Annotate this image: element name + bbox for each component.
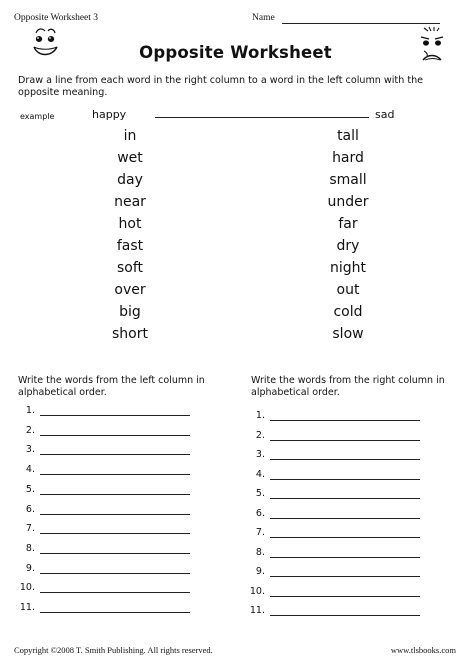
answer-line[interactable]	[40, 415, 190, 416]
page-title: Opposite Worksheet	[139, 43, 332, 62]
list-number: 8.	[255, 546, 265, 558]
answer-line[interactable]	[40, 514, 190, 515]
list-number: 11.	[249, 605, 265, 616]
list-number: 5.	[255, 488, 265, 499]
right-word[interactable]: cold	[333, 304, 363, 320]
right-word[interactable]: night	[329, 260, 366, 276]
answer-line[interactable]	[40, 494, 190, 495]
answer-line[interactable]	[40, 573, 190, 574]
example-label: example	[20, 112, 55, 121]
answer-line[interactable]	[40, 592, 190, 593]
list-number: 10.	[19, 582, 35, 594]
list-number: 2.	[25, 424, 35, 436]
name-line[interactable]	[282, 23, 440, 24]
right-word[interactable]: under	[327, 194, 369, 210]
list-number: 4.	[25, 464, 35, 476]
right-word[interactable]: dry	[336, 238, 360, 254]
answer-line[interactable]	[270, 420, 420, 421]
left-word[interactable]: big	[119, 304, 141, 320]
list-number: 1.	[255, 410, 265, 421]
list-number: 7.	[25, 523, 35, 535]
right-word[interactable]: out	[336, 282, 360, 298]
example-left-word: happy	[92, 108, 127, 121]
answer-line[interactable]	[40, 474, 190, 475]
list-number: 9.	[25, 562, 35, 574]
answer-line[interactable]	[40, 454, 190, 455]
list-number: 10.	[249, 585, 265, 597]
answer-line[interactable]	[270, 479, 420, 480]
left-word[interactable]: wet	[117, 150, 143, 166]
list-number: 2.	[255, 429, 265, 441]
left-word[interactable]: near	[114, 194, 146, 210]
left-word[interactable]: fast	[116, 238, 144, 254]
answer-line[interactable]	[40, 553, 190, 554]
answer-line[interactable]	[270, 537, 420, 538]
answer-line[interactable]	[270, 440, 420, 441]
copyright-notice: Copyright ©2008 T. Smith Publishing. All rights reserved.	[14, 645, 213, 655]
list-number: 1.	[25, 405, 35, 416]
right-word[interactable]: tall	[337, 128, 359, 144]
right-section-instruction: Write the words from the right column in alphabetical order.	[251, 375, 445, 398]
list-number: 7.	[255, 527, 265, 538]
answer-line[interactable]	[40, 533, 190, 534]
left-word[interactable]: over	[114, 282, 146, 298]
answer-line[interactable]	[270, 596, 420, 597]
list-number: 6.	[255, 507, 265, 519]
right-word[interactable]: far	[338, 216, 358, 232]
list-number: 3.	[255, 449, 265, 460]
right-word[interactable]: small	[329, 172, 367, 188]
answer-line[interactable]	[270, 557, 420, 558]
list-number: 4.	[255, 468, 265, 480]
left-word[interactable]: soft	[116, 260, 144, 276]
answer-line[interactable]	[270, 615, 420, 616]
answer-line[interactable]	[40, 612, 190, 613]
list-number: 3.	[25, 444, 35, 456]
left-word[interactable]: day	[117, 172, 143, 188]
list-number: 6.	[25, 503, 35, 515]
right-word[interactable]: slow	[332, 326, 364, 342]
left-word[interactable]: in	[123, 128, 137, 144]
list-number: 11.	[19, 602, 35, 613]
worksheet-label: Opposite Worksheet 3	[14, 13, 99, 23]
answer-line[interactable]	[270, 518, 420, 519]
list-number: 9.	[255, 566, 265, 577]
example-connector-line	[155, 117, 369, 118]
list-number: 5.	[25, 483, 35, 495]
left-word[interactable]: hot	[118, 216, 142, 232]
instructions: Draw a line from each word in the right column to a word in the left column with the opposite meaning.	[18, 75, 424, 98]
left-section-instruction: Write the words from the left column in alphabetical order.	[18, 375, 205, 398]
website-link[interactable]: www.tlsbooks.com	[390, 645, 456, 655]
answer-line[interactable]	[270, 498, 420, 499]
answer-line[interactable]	[270, 576, 420, 577]
right-word[interactable]: hard	[332, 150, 364, 166]
left-word[interactable]: short	[112, 326, 148, 342]
list-number: 8.	[25, 542, 35, 554]
example-right-word: sad	[375, 108, 395, 121]
answer-line[interactable]	[40, 435, 190, 436]
answer-line[interactable]	[270, 459, 420, 460]
name-label: Name	[252, 13, 275, 23]
